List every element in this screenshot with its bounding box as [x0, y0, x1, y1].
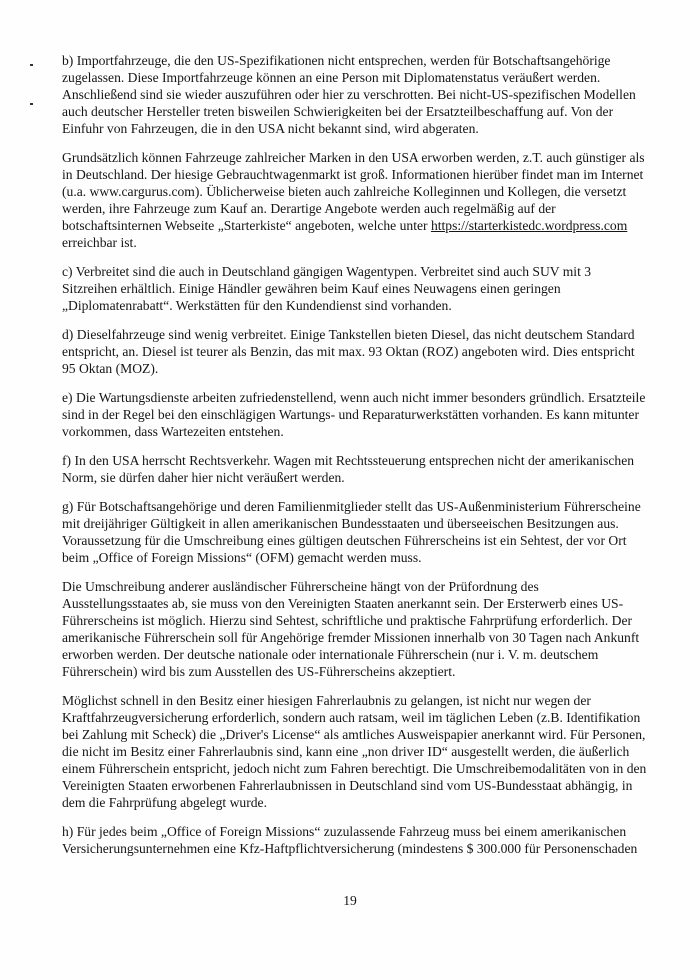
paragraph-vehicle-purchase: [62, 149, 660, 251]
text-line: amerikanische Führerschein soll für Angehörige fremder Missionen innerhalb von 30 Tagen nach Ankunft: [62, 630, 640, 645]
text-line: Ausstellungsstaates ab, sie muss von den Vereinigten Staaten anerkannt sein. Der Ersterwerb eines US-: [62, 596, 624, 611]
text-line: einem Führerschein entspricht, jedoch nicht zum Fahren berechtigt. Die Umschreibemodalitäten von in den: [62, 761, 647, 776]
text-line: dem die Fahrprüfung abgelegt wurde.: [62, 795, 267, 810]
paragraph-c-vehicle-types: [62, 263, 660, 314]
text-line: Einfuhr von Fahrzeugen, die in den USA nicht bekannt sind, wird abgeraten.: [62, 121, 479, 136]
text-line: entspricht, an. Diesel ist teurer als Benzin, das mit max. 93 Oktan (ROZ) angeboten wird. Dies entspricht: [62, 344, 635, 359]
text-line-with-link: [62, 217, 660, 234]
paragraph-foreign-licenses: [62, 578, 660, 680]
text-line: sind in der Regel bei den einschlägigen Wartungs- und Reparaturwerkstätten vorhanden. Es kann mitunter: [62, 407, 639, 422]
text-line: Vereinigten Staaten erworbenen Fahrerlaubnissen in Deutschland sind vom US-Bundesstaat abhängig, in: [62, 778, 633, 793]
link-line-prefix: botschaftsinternen Webseite „Starterkiste“ angeboten, welche unter: [62, 218, 431, 233]
text-line: Kraftfahrzeugversicherung erforderlich, sondern auch ratsam, weil im täglichen Leben (z.B. Identifikation: [62, 710, 641, 725]
text-line: d) Dieselfahrzeuge sind wenig verbreitet. Einige Tankstellen bieten Diesel, das nicht deutschem Standard: [62, 327, 635, 342]
text-line: Führerscheins ist möglich. Hierzu sind Sehtest, schriftliche und praktische Fahrprüfung erforderlich. Der: [62, 613, 633, 628]
text-line: h) Für jedes beim „Office of Foreign Missions“ zuzulassende Fahrzeug muss bei einem amerikanischen: [62, 824, 627, 839]
text-line: erworben werden. Der deutsche nationale oder internationale Führerschein (nur i. V. m. deutschem: [62, 647, 599, 662]
paragraph-h-insurance: [62, 823, 660, 857]
text-line: auch deutscher Hersteller treten bisweilen Schwierigkeiten bei der Ersatzteilbeschaffung auf. Von der: [62, 104, 614, 119]
text-line: Norm, sie dürfen daher hier nicht veräußert werden.: [62, 470, 345, 485]
page-number: 19: [343, 893, 357, 908]
text-line: Anschließend sind sie wieder auszuführen oder hier zu verschrotten. Bei nicht-US-spezifischen Modellen: [62, 87, 636, 102]
text-line: (u.a. www.cargurus.com). Üblicherweise bieten auch zahlreiche Kolleginnen und Kollegen, die versetzt: [62, 184, 627, 199]
text-line: Sitzreihen erhältlich. Einige Händler gewähren beim Kauf eines Neuwagens einen geringen: [62, 281, 561, 296]
margin-mark: [30, 64, 33, 66]
text-line: Möglichst schnell in den Besitz einer hiesigen Fahrerlaubnis zu gelangen, ist nicht nur wegen der: [62, 693, 591, 708]
paragraph-f-right-hand-traffic: [62, 452, 660, 486]
text-line: zugelassen. Diese Importfahrzeuge können an eine Person mit Diplomatenstatus veräußert werden.: [62, 70, 601, 85]
text-line: erreichbar ist.: [62, 235, 137, 250]
paragraph-local-license: [62, 692, 660, 811]
text-line: „Diplomatenrabatt“. Werkstätten für den Kundendienst sind vorhanden.: [62, 298, 452, 313]
text-line: die nicht im Besitz einer Fahrerlaubnis sind, kann eine „non driver ID“ ausgestellt werden, die äußerlich: [62, 744, 630, 759]
text-line: b) Importfahrzeuge, die den US-Spezifikationen nicht entsprechen, werden für Botschaftsangehörige: [62, 53, 611, 68]
starterkiste-link[interactable]: https://starterkistedc.wordpress.com: [430, 218, 628, 233]
paragraph-g-drivers-licenses: [62, 498, 660, 566]
text-line: c) Verbreitet sind die auch in Deutschland gängigen Wagentypen. Verbreitet sind auch SUV mit 3: [62, 264, 592, 279]
text-line: Die Umschreibung anderer ausländischer Führerscheine hängt von der Prüfordnung des: [62, 579, 539, 594]
text-line: Grundsätzlich können Fahrzeuge zahlreicher Marken in den USA erworben werden, z.T. auch günstiger als: [62, 150, 645, 165]
paragraph-d-diesel: [62, 326, 660, 377]
text-line: Versicherungsunternehmen eine Kfz-Haftpflichtversicherung (mindestens $ 300.000 für Personenschaden: [62, 841, 638, 856]
text-line: e) Die Wartungsdienste arbeiten zufriedenstellend, wenn auch nicht immer besonders gründlich. Ersatzteile: [62, 390, 646, 405]
text-line: werden, ihre Fahrzeuge zum Kauf an. Derartige Angebote werden auch regelmäßig auf der: [62, 201, 556, 216]
text-line: bei Zahlung mit Scheck) die „Driver's License“ als amtliches Ausweispapier anerkannt wird. Für Personen,: [62, 727, 646, 742]
margin-mark: [30, 103, 33, 105]
text-line: 95 Oktan (MOZ).: [62, 361, 159, 376]
text-line: vorkommen, dass Wartezeiten entstehen.: [62, 424, 284, 439]
text-line: f) In den USA herrscht Rechtsverkehr. Wagen mit Rechtssteuerung entsprechen nicht der amerikanischen: [62, 453, 635, 468]
text-line: Voraussetzung für die Umschreibung eines gültigen deutschen Führerscheins ist ein Sehtest, der vor Ort: [62, 533, 627, 548]
paragraph-b-import-vehicles: [62, 52, 660, 137]
paragraph-e-maintenance: [62, 389, 660, 440]
text-line: Führerschein) wird bis zum Ausstellen des US-Führerscheins akzeptiert.: [62, 664, 456, 679]
text-line: g) Für Botschaftsangehörige und deren Familienmitglieder stellt das US-Außenministerium Führerscheine: [62, 499, 641, 514]
text-line: beim „Office of Foreign Missions“ (OFM) gemacht werden muss.: [62, 550, 422, 565]
text-line: in Deutschland. Der hiesige Gebrauchtwagenmarkt ist groß. Informationen hierüber findet man im Internet: [62, 167, 644, 182]
text-line: mit dreijähriger Gültigkeit in allen amerikanischen Bundesstaaten und überseeischen Besitzungen aus.: [62, 516, 619, 531]
